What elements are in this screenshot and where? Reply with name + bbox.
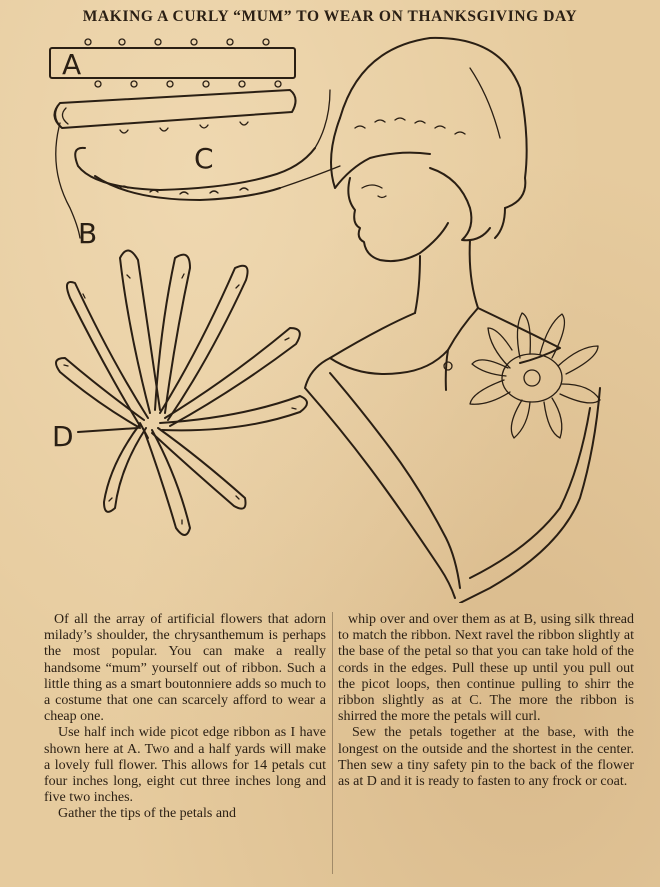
- label-c: C: [194, 142, 214, 175]
- article-paragraph: Use half inch wide picot edge ribbon as I have shown here at A. Two and a half yards will make a lovely full flower. This allows for 14 petals cut four inches long, eight cut three inches long and five two inches.: [44, 725, 326, 806]
- flower-d-drawing: [52, 250, 307, 535]
- illustration: [0, 28, 660, 603]
- label-b: B: [78, 217, 98, 250]
- column-divider: [332, 612, 333, 874]
- article-paragraph: Gather the tips of the petals and: [58, 806, 237, 822]
- article-paragraph: Of all the array of artificial flowers that adorn milady’s shoulder, the chrysanthemum is perhaps the most popular. You can make a really handsome “mum” yourself out of ribbon. Such a little thing as a smart boutonniere adds so much to a costume that one can scarcely afford to wear a cheap one.: [44, 612, 326, 725]
- ribbon-a-drawing: [50, 39, 295, 87]
- article-right-column: [338, 612, 634, 790]
- ribbon-b-drawing: [54, 90, 295, 250]
- label-a: A: [62, 48, 82, 81]
- woman-portrait-drawing: [305, 38, 600, 603]
- ribbon-c-drawing: [75, 90, 340, 200]
- headline: MAKING A CURLY “MUM” TO WEAR ON THANKSGIVING DAY: [82, 8, 578, 25]
- article-paragraph: whip over and over them as at B, using silk thread to match the ribbon. Next ravel the ribbon slightly at the base of the petal so that you can take hold of the cords in the edges. Pull these up until you pull out the picot loops, then continue pulling to shirr the ribbon slightly as at C. The more the ribbon is shirred the more the petals will curl.: [338, 612, 634, 725]
- article-left-column: [44, 612, 326, 823]
- article-paragraph: Sew the petals together at the base, with the longest on the outside and the shortest in the center. Then sew a tiny safety pin to the back of the flower as at D and it is ready to fasten to any frock or coat.: [338, 725, 634, 790]
- label-d: D: [52, 420, 74, 453]
